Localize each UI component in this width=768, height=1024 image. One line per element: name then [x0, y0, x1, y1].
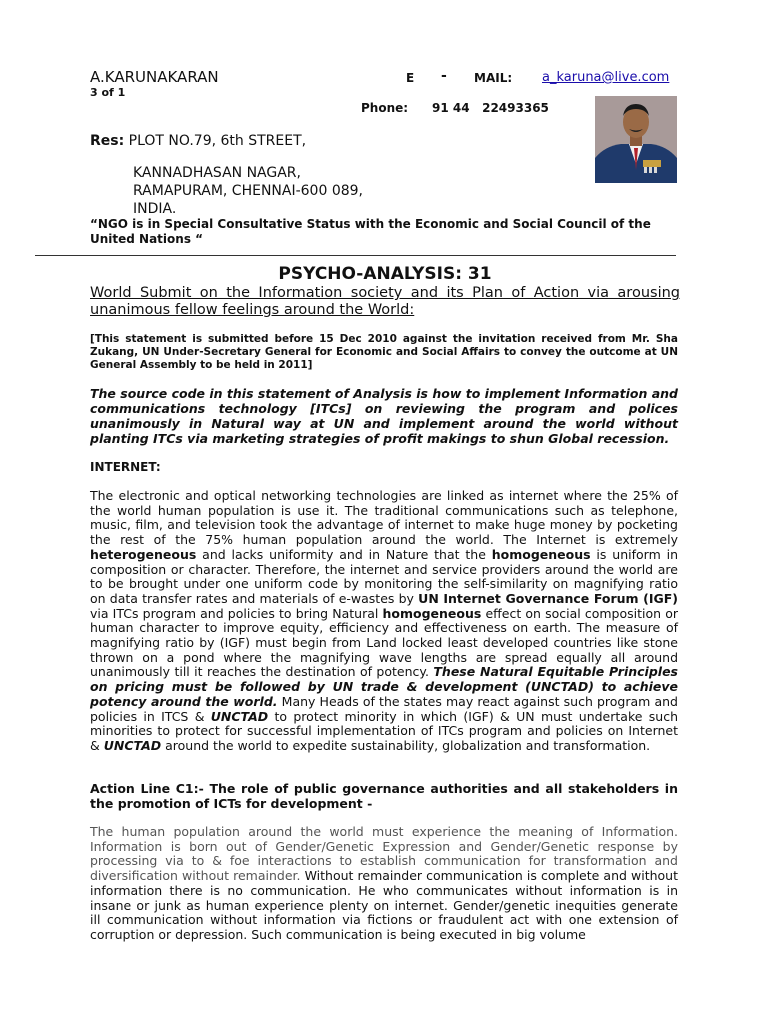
email-label-e: E	[406, 71, 415, 85]
emphasis-principles: These Natural Equitable Principles on pricing must be followed by UN trade & development (UNCTAD) to achieve potency around the world.	[90, 664, 678, 709]
source-code-paragraph: The source code in this statement of Analysis is how to implement Information and communications technology [ITCs] on reviewing the program and polices unanimously in Natural way at UN and implement around the world without planting ITCs via marketing strategies of profit makings to shun Global recession.	[90, 386, 678, 446]
text-run: to protect minority in which (IGF) & UN must undertake such minorities to protect for successful implementation of ITCs program and policies on Internet &	[90, 708, 678, 753]
text-run: The electronic and optical networking technologies are linked as internet where the 25% of the world human population is use it. The traditional communications such as telephone, music, film, and television took the advantage of internet to make huge money by pocketing the rest of the 75% human population around the world. The Internet is extremely	[90, 488, 678, 548]
address-line-1: PLOT NO.79, 6th STREET,	[128, 133, 307, 149]
text-run: around the world to expedite sustainability, globalization and transformation.	[161, 737, 651, 753]
email-link[interactable]: a_karuna@live.com	[542, 70, 670, 85]
ngo-status: “NGO is in Special Consultative Status with the Economic and Social Council of the United Nations “	[90, 217, 651, 246]
submission-statement: [This statement is submitted before 15 Dec 2010 against the invitation received from Mr. Sha Zukang, UN Under-Secretary General for Economic and Social Affairs to convey the outcome at UN General Assembly to be held in 2011]	[90, 333, 678, 371]
emphasis-homogeneous: homogeneous	[491, 546, 591, 562]
page-indicator: 3 of 1	[90, 86, 126, 99]
email-label-dash: -	[441, 68, 447, 84]
text-run: Many Heads of the states may react against such program and policies in ITCS &	[90, 693, 678, 724]
emphasis-heterogeneous: heterogeneous	[90, 546, 197, 562]
document-title: PSYCHO-ANALYSIS: 31	[278, 264, 492, 284]
text-run: effect on social composition or human character to improve equity, efficiency and effectiveness on earth. The measure of magnifying ratio by (IGF) must begin from Land locked least developed countries like stone thrown on a pond where the magnifying wave lengths are spread equally all around unanimously till it reaches the destination of potency.	[90, 605, 679, 680]
address-line-2: KANNADHASAN NAGAR,	[133, 165, 301, 181]
author-photo	[595, 96, 677, 183]
text-run-gray: The human population around the world must experience the meaning of Information. Information is born out of Gender/Genetic Expression and Gender/Genetic response by processing via to & foe interactions to establish communication for transformation and diversification without remainder.	[90, 824, 678, 884]
text-run: is uniform in composition or character. Therefore, the internet and service providers around the world are to be brought under one uniform code by monitoring the self-similarity on magnifying ratio on data transfer rates and materials of e-wastes by	[90, 546, 678, 606]
residence-label: Res:	[90, 133, 125, 149]
emphasis-igf: UN Internet Governance Forum (IGF)	[418, 590, 678, 606]
header-divider	[35, 255, 676, 256]
address-line-3: RAMAPURAM, CHENNAI-600 089,	[133, 183, 363, 199]
text-run: and lacks uniformity and in Nature that the	[196, 546, 492, 562]
internet-heading: INTERNET:	[90, 460, 161, 474]
action-paragraph	[90, 825, 678, 943]
phone-number: 91 44 22493365	[432, 101, 549, 115]
internet-paragraph	[90, 489, 678, 754]
address-line-4: INDIA.	[133, 201, 177, 217]
email-label-mail: MAIL:	[474, 71, 513, 85]
emphasis-unctad: UNCTAD	[103, 737, 162, 753]
text-run: via ITCs program and policies to bring Natural	[90, 605, 383, 621]
text-run: Without remainder communication is complete and without information there is no communication. He who communicates without information is in insane or junk as human experience plenty on internet. Gender/genetic inequities generate ill communication without information via fictions or fraudulent act with one extension of corruption or depression. Such communication is being executed in big volume	[90, 868, 678, 942]
action-line-heading: Action Line C1:- The role of public governance authorities and all stakeholders in the promotion of ICTs for development -	[90, 781, 678, 811]
author-name: A.KARUNAKARAN	[90, 68, 219, 86]
emphasis-unctad: UNCTAD	[210, 708, 269, 724]
emphasis-homogeneous: homogeneous	[382, 605, 482, 621]
phone-label: Phone:	[361, 101, 409, 115]
residence-line-1	[90, 133, 306, 149]
document-subtitle: World Submit on the Information society and its Plan of Action via arousing unanimous fellow feelings around the World:	[90, 285, 680, 318]
